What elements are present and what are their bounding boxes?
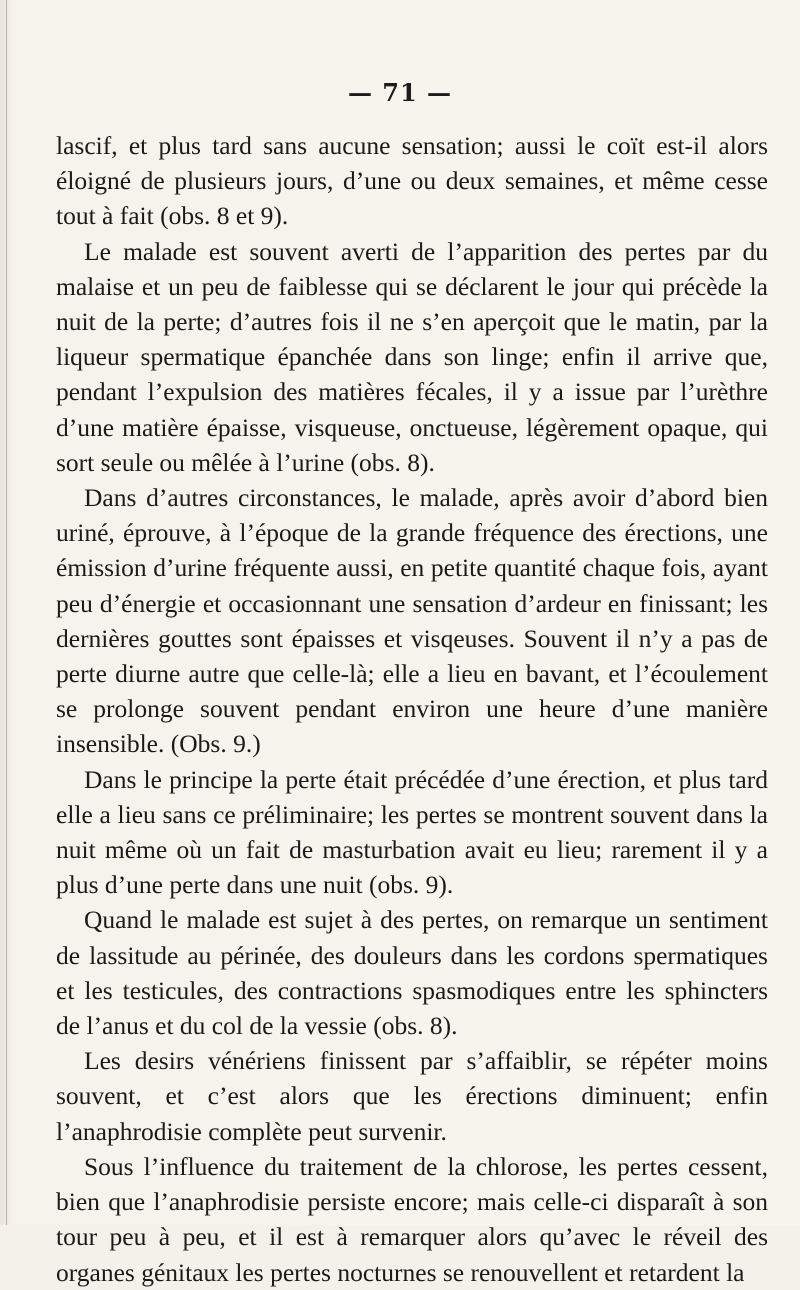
page-number: — 71 —	[347, 78, 453, 107]
paragraph-4: Dans le principe la perte était précédée d’une érection, et plus tard elle a lieu sans ce préliminaire; les pertes se montrent souvent dans la nuit même où un fait de masturbation avait eu lieu; rarement il y a plus d’une perte dans une nuit (obs. 9).	[56, 764, 768, 900]
body-text	[56, 128, 768, 1290]
paragraph-2: Le malade est souvent averti de l’apparition des pertes par du malaise et un peu de faiblesse qui se déclarent le jour qui précède la nuit de la perte; d’autres fois il ne s’en aperçoit que le matin, par la liqueur spermatique épanchée dans son linge; enfin il arrive que, pendant l’expulsion des matières fécales, il y a issue par l’urèthre d’une matière épaisse, visqueuse, onctueuse, légèrement opaque, qui sort seule ou mêlée à l’urine (obs. 8).	[56, 236, 768, 477]
paragraph-3: Dans d’autres circonstances, le malade, après avoir d’abord bien uriné, éprouve, à l’époque de la grande fréquence des érections, une émission d’urine fréquente aussi, en petite quantité chaque fois, ayant peu d’énergie et occasionnant une sensation d’ardeur en finissant; les dernières gouttes sont épaisses et visqeuses. Souvent il n’y a pas de perte diurne autre que celle-là; elle a lieu en bavant, et l’écoulement se prolonge souvent pendant environ une heure d’une manière insensible. (Obs. 9.)	[56, 483, 768, 759]
paragraph-5: Quand le malade est sujet à des pertes, on remarque un sentiment de lassitude au périnée, des douleurs dans les cordons spermatiques et les testicules, des contractions spasmodiques entre les sphincters de l’anus et du col de la vessie (obs. 8).	[56, 905, 768, 1041]
paragraph-6: Les desirs vénériens finissent par s’affaiblir, se répéter moins souvent, et c’est alors que les érections diminuent; enfin l’anaphrodisie complète peut survenir.	[56, 1046, 768, 1146]
page-edge	[6, 0, 7, 1225]
paragraph-7: Sous l’influence du traitement de la chlorose, les pertes cessent, bien que l’anaphrodisie persiste encore; mais celle-ci disparaît à son tour peu à peu, et il est à remarquer alors qu’avec le réveil des organes génitaux les pertes nocturnes se renouvellent et retardent la	[56, 1151, 768, 1287]
paragraph-1: lascif, et plus tard sans aucune sensation; aussi le coït est-il alors éloigné de plusieurs jours, d’une ou deux semaines, et même cesse tout à fait (obs. 8 et 9).	[56, 131, 768, 231]
